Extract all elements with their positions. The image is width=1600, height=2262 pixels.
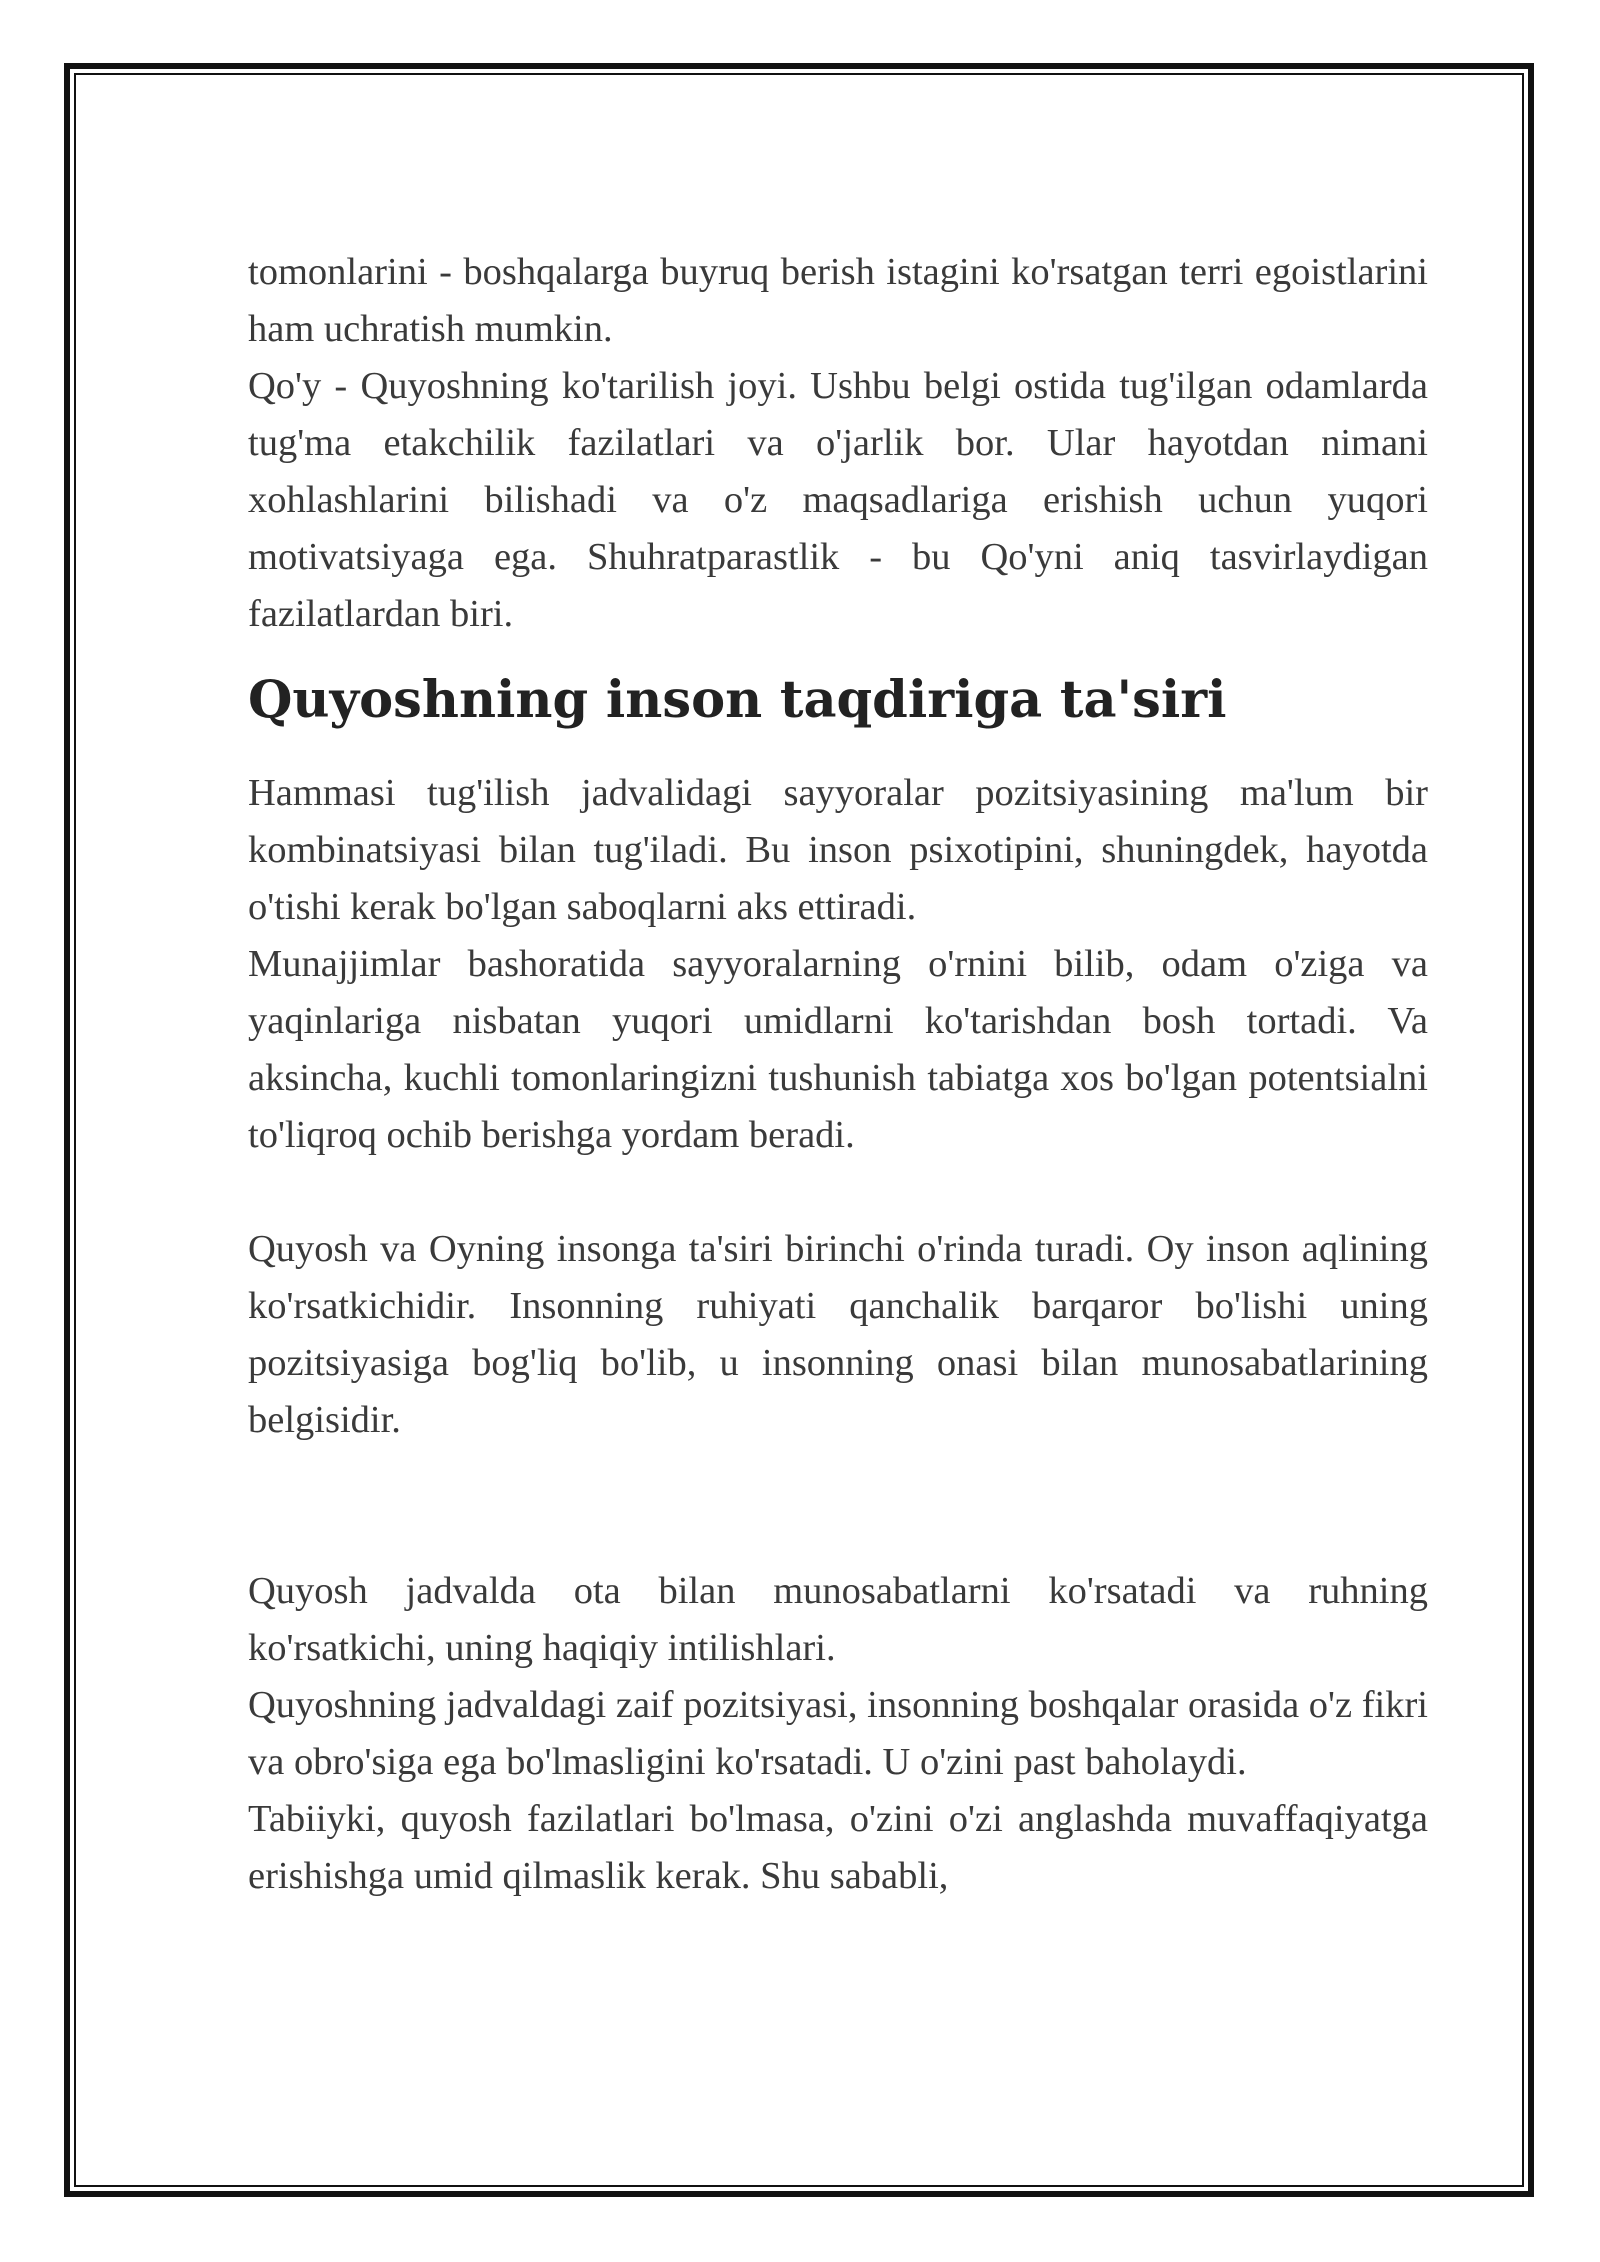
paragraph-section-6: Tabiiyki, quyosh fazilatlari bo'lmasa, o'zini o'zi anglashda muvaffaqiyatga erishishga umid qilmaslik kerak. Shu sababli, <box>248 1798 1428 1897</box>
paragraph-section-1: Hammasi tug'ilish jadvalidagi sayyoralar pozitsiyasining ma'lum bir kombinatsiyasi bilan tug'iladi. Bu inson psixotipini, shuningdek, hayotda o'tishi kerak bo'lgan saboqlarni aks ettiradi. <box>248 772 1428 928</box>
paragraph-section-2: Munajjimlar bashoratida sayyoralarning o'rnini bilib, odam o'ziga va yaqinlariga nisbatan yuqori umidlarni ko'tarishdan bosh tortadi. Va aksincha, kuchli tomonlaringizni tushunish tabiatga xos bo'lgan potentsialni to'liqroq ochib berishga yordam beradi. <box>248 943 1428 1156</box>
paragraph-intro-2: Qo'y - Quyoshning ko'tarilish joyi. Ushbu belgi ostida tug'ilgan odamlarda tug'ma etakchilik fazilatlari va o'jarlik bor. Ular hayotdan nimani xohlashlarini bilishadi va o'z maqsadlariga erishish uchun yuqori motivatsiyaga ega. Shuhratparastlik - bu Qo'yni aniq tasvirlaydigan fazilatlardan biri. <box>248 365 1428 635</box>
paragraph-section-3: Quyosh va Oyning insonga ta'siri birinchi o'rinda turadi. Oy inson aqlining ko'rsatkichidir. Insonning ruhiyati qanchalik barqaror bo'lishi uning pozitsiyasiga bog'liq bo'lib, u insonning onasi bilan munosabatlarining belgisidir. <box>248 1228 1428 1441</box>
paragraph-section-4: Quyosh jadvalda ota bilan munosabatlarni ko'rsatadi va ruhning ko'rsatkichi, uning haqiqiy intilishlari. <box>248 1570 1428 1669</box>
section-heading: Quyoshning inson taqdiriga ta'siri <box>248 670 1227 730</box>
document-body <box>248 244 1428 1905</box>
paragraph-intro-1: tomonlarini - boshqalarga buyruq berish istagini ko'rsatgan terri egoistlarini ham uchratish mumkin. <box>248 251 1428 350</box>
paragraph-section-5: Quyoshning jadvaldagi zaif pozitsiyasi, insonning boshqalar orasida o'z fikri va obro'siga ega bo'lmasligini ko'rsatadi. U o'zini past baholaydi. <box>248 1684 1428 1783</box>
